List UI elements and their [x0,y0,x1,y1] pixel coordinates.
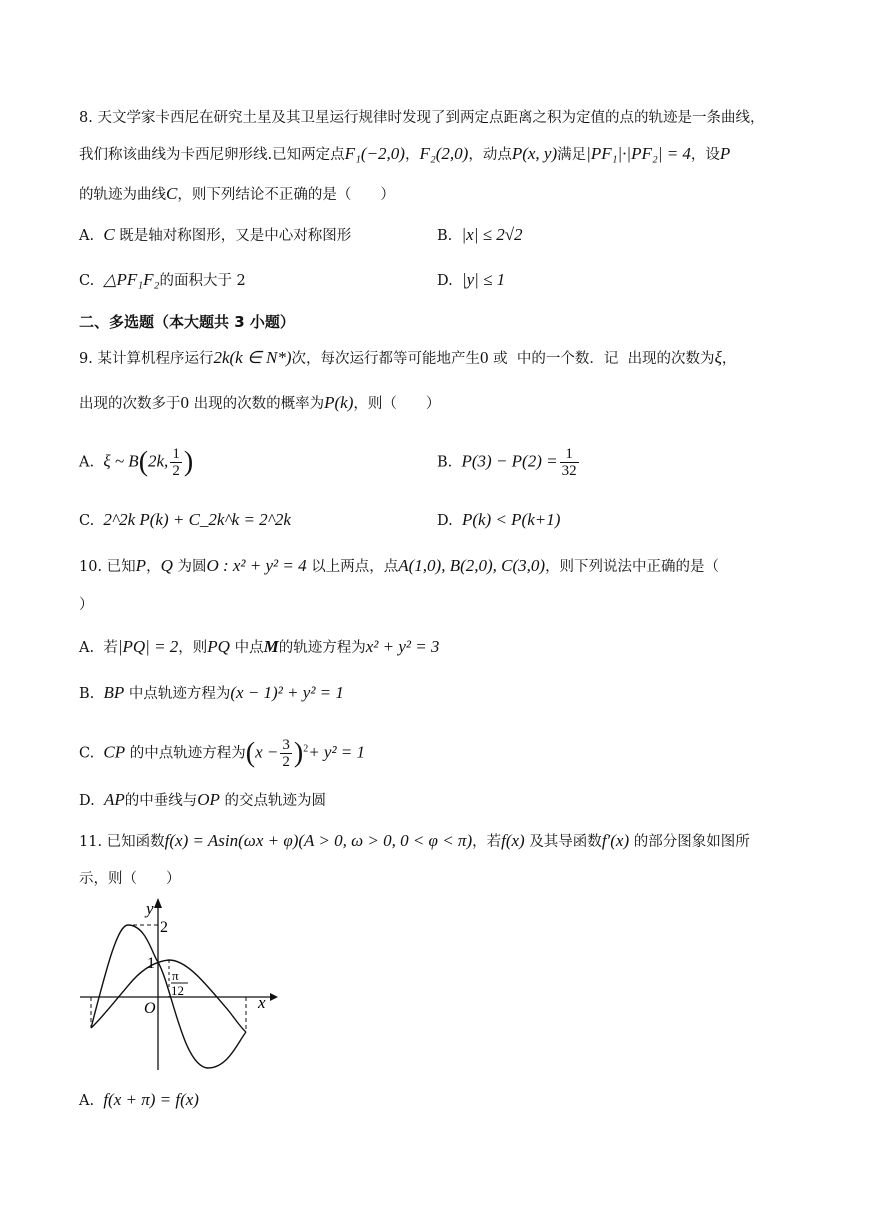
x-axis-arrow-icon [270,993,278,1001]
section-heading-multiple-choice: 二、多选题（本大题共 3 小题） [79,313,295,331]
twelve-label: 12 [171,983,184,998]
q8-option-b: B. |x| ≤ 2√2 [437,225,523,244]
q9-option-a: A. ξ ~ B(2k, $\frac{1}{2}$ ) [79,446,194,479]
q9-option-d: D. P(k) < P(k+1) [437,510,561,529]
q11-stem-line1: 11. 已知函数f(x) = Asin(ωx + φ)(A > 0, ω > 0, 0 < φ < π)，若f(x) 及其导函数f′(x) 的部分图象如图所 [79,831,750,850]
q10-option-d: D. AP的中垂线与OP 的交点轨迹为圆 [79,790,326,809]
y-axis-label: y [146,899,154,918]
y-axis-arrow-icon [154,898,162,908]
tick-label-1: 1 [147,955,155,972]
x-axis-label: x [258,993,266,1012]
q10-option-b: B. BP 中点轨迹方程为(x − 1)² + y² = 1 [79,683,344,702]
function-graph [78,892,278,1074]
fraction-one-thirty-second: $\frac{1}{32}$ [561,446,577,479]
q10-option-c: C. CP 的中点轨迹方程为(x − $\frac{3}{2}$ )$^2$+ y² = 1 [79,737,366,770]
fraction-three-halves: $\frac{3}{2}$ [282,737,290,770]
fraction-one-half: $\frac{1}{2}$ [172,446,180,479]
q10-option-a: A. 若|PQ| = 2，则PQ 中点M的轨迹方程为x² + y² = 3 [79,637,440,656]
q9-option-b: B. P(3) − P(2) = $\frac{1}{32}$ [437,446,577,479]
tick-label-2: 2 [160,919,168,936]
q11-option-a: A. f(x + π) = f(x) [79,1090,199,1109]
q8-option-a: A. C 既是轴对称图形，又是中心对称图形 [79,225,352,244]
q8-stem-line3: 的轨迹为曲线C，则下列结论不正确的是（ ） [79,184,395,203]
q8-option-c: C. △PF₁F₂的面积大于 2 [79,270,246,289]
q8-stem-line1: 8. 天文学家卡西尼在研究土星及其卫星运行规律时发现了到两定点距离之积为定值的点的轨迹是一条曲线， [79,110,765,126]
q8-stem-line2: 我们称该曲线为卡西尼卵形线.已知两定点F₁(−2,0)，F₂(2,0)，动点P(x, y)满足|PF₁|·|PF₂| = 4，设P [79,144,731,163]
q8-option-d: D. |y| ≤ 1 [437,270,506,289]
q10-stem-line1: 10. 已知P，Q 为圆O : x² + y² = 4 以上两点，点A(1,0), B(2,0), C(3,0)，则下列说法中正确的是（ [79,556,720,575]
q9-stem-line2: 出现的次数多于0 出现的次数的概率为P(k)，则（ ） [79,393,441,412]
origin-label: O [144,1000,156,1017]
q11-stem-line2: 示，则（ ） [79,871,181,887]
pi-label: π [172,968,179,983]
q9-option-c: C. 2^2k P(k) + C_2k^k = 2^2k [79,510,291,529]
q9-stem-line1: 9. 某计算机程序运行2k(k ∈ N*)次，每次运行都等可能地产生0 或 中的一个数．记 出现的次数为ξ， [79,348,737,367]
q10-stem-line2: ） [79,597,94,613]
